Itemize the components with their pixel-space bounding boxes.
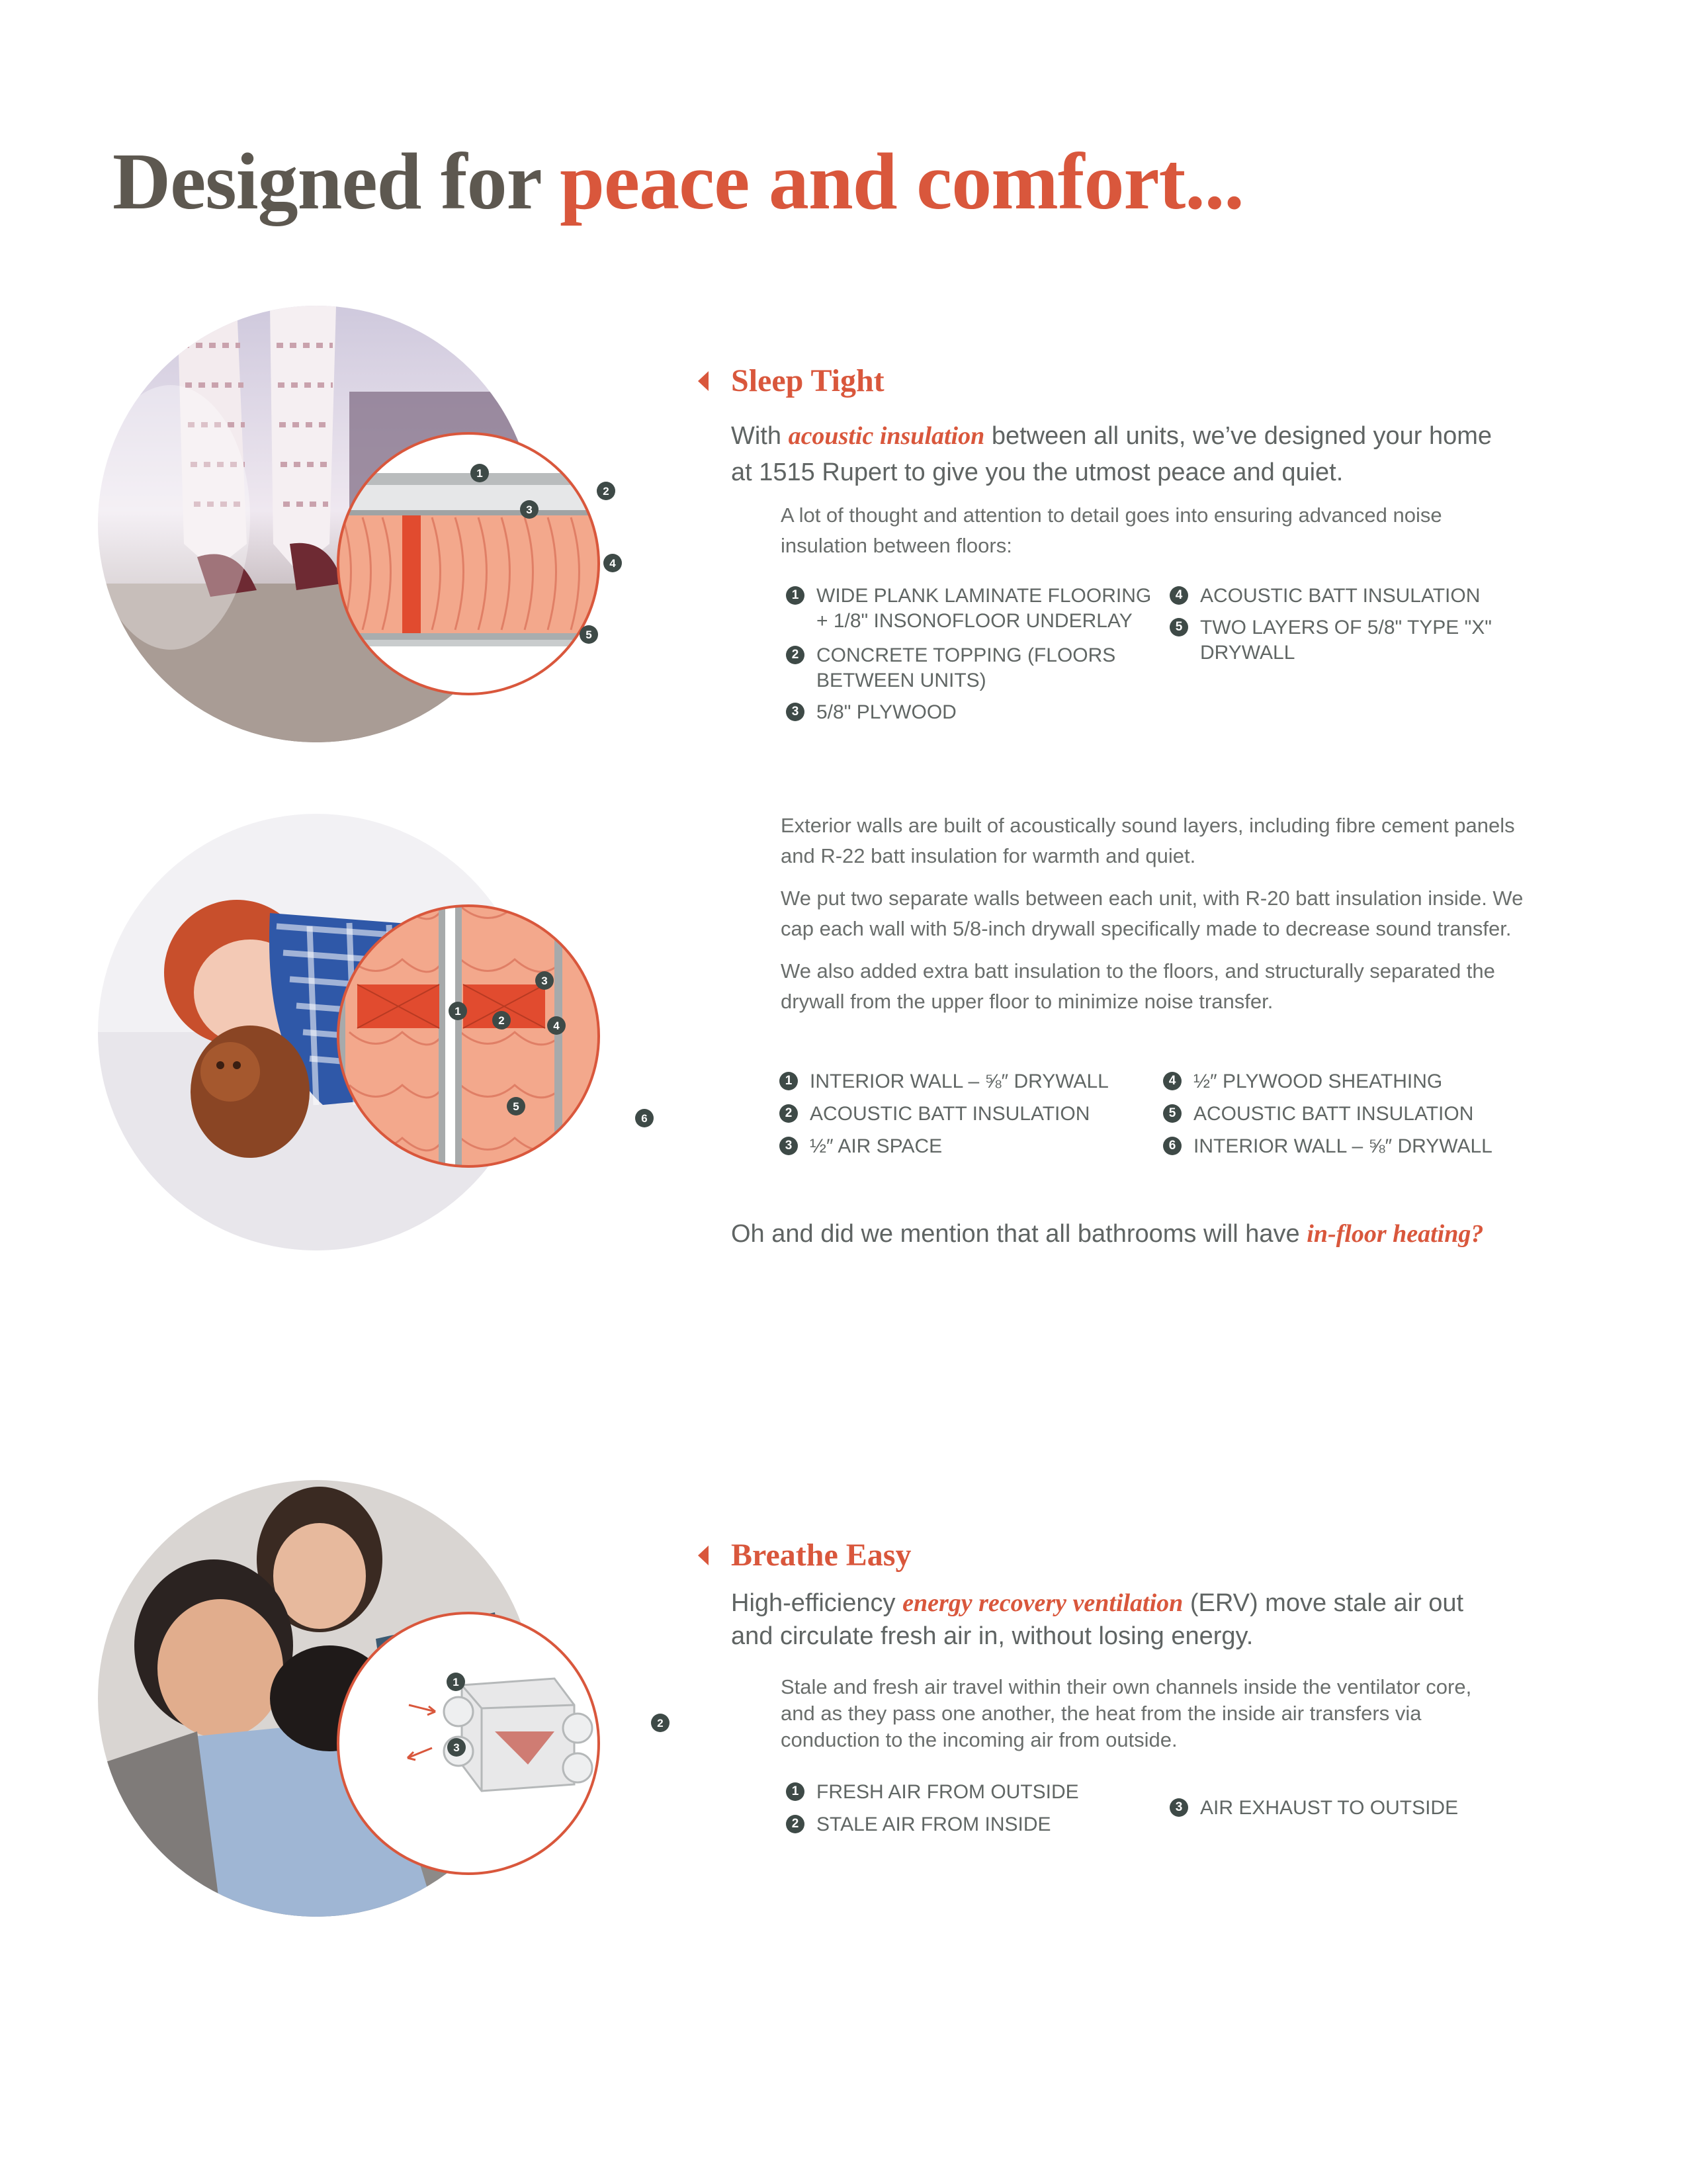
walls-diagram-label: 4	[553, 1020, 560, 1032]
legend-item	[786, 584, 1151, 634]
legend-number: 4	[1170, 586, 1188, 605]
walls-body	[781, 810, 1528, 1029]
legend-item	[1163, 1134, 1492, 1159]
triangle-marker-icon	[698, 1546, 709, 1565]
legend-number: 3	[779, 1137, 798, 1155]
legend-text: TWO LAYERS OF 5/8" TYPE "X" DRYWALL	[1200, 617, 1492, 664]
heating-note	[731, 1217, 1483, 1250]
heating-note-pre: Oh and did we mention that all bathrooms will have	[731, 1220, 1307, 1248]
breathe-diagram-label: 3	[453, 1741, 460, 1754]
legend-text: ½″ AIR SPACE	[810, 1135, 943, 1157]
heating-note-emphasis: in-floor heating?	[1307, 1220, 1484, 1248]
legend-number: 1	[786, 1782, 804, 1801]
legend-text: WIDE PLANK LAMINATE FLOORING + 1/8" INSONOFLOOR UNDERLAY	[816, 585, 1152, 632]
legend-text: ACOUSTIC BATT INSULATION	[1193, 1103, 1474, 1125]
page-title	[112, 136, 1244, 228]
family-photo-with-erv-diagram	[98, 1480, 664, 1937]
legend-number: 2	[786, 646, 804, 664]
legend-text: INTERIOR WALL – ⅝″ DRYWALL	[810, 1070, 1109, 1092]
legend-item	[1163, 1102, 1473, 1127]
toddler-feet-photo-with-floor-diagram	[98, 306, 616, 762]
sleep-intro-post: between all units, we’ve designed your home at 1515 Rupert to give you the utmost peace and quiet.	[731, 422, 1492, 486]
sleep-diagram-label: 5	[585, 629, 592, 641]
legend-number: 2	[779, 1104, 798, 1123]
legend-number: 4	[1163, 1072, 1182, 1090]
walls-diagram-label: 3	[541, 975, 548, 987]
walls-legend	[779, 1069, 1540, 1162]
walls-diagram-label: 1	[454, 1005, 461, 1018]
legend-item	[1170, 584, 1480, 609]
breathe-body-text: Stale and fresh air travel within their own channels inside the ventilator core, and as they pass one another, the heat from the inside air transfers via conduction to the incoming air from outside.	[781, 1675, 1472, 1751]
legend-item	[1170, 615, 1492, 666]
legend-number: 1	[786, 586, 804, 605]
walls-paragraph: We put two separate walls between each unit, with R-20 batt insulation inside. We cap each wall with 5/8-inch drywall specifically made to decrease sound transfer.	[781, 887, 1524, 940]
sleep-intro	[731, 418, 1498, 491]
legend-item	[779, 1102, 1090, 1127]
breathe-body	[781, 1674, 1495, 1765]
legend-item	[786, 1812, 1051, 1837]
sleeping-child-photo-with-wall-diagram	[98, 814, 648, 1270]
legend-text: CONCRETE TOPPING (FLOORS BETWEEN UNITS)	[816, 644, 1116, 691]
legend-number: 2	[786, 1815, 804, 1833]
breathe-intro	[731, 1587, 1485, 1653]
legend-text: ACOUSTIC BATT INSULATION	[810, 1103, 1090, 1125]
walls-paragraph: Exterior walls are built of acoustically sound layers, including fibre cement panels and R-22 batt insulation for warmth and quiet.	[781, 814, 1515, 867]
legend-text: AIR EXHAUST TO OUTSIDE	[1200, 1797, 1459, 1819]
legend-number: 5	[1163, 1104, 1182, 1123]
legend-item	[779, 1134, 942, 1159]
breathe-diagram-label: 2	[657, 1717, 664, 1729]
sleep-heading	[731, 363, 885, 399]
sleep-heading-text: Sleep Tight	[731, 363, 885, 398]
sleep-illustration	[98, 306, 616, 762]
walls-diagram-label: 6	[641, 1112, 648, 1125]
breathe-legend	[786, 1780, 1534, 1853]
sleep-legend	[786, 584, 1534, 729]
breathe-diagram-label: 1	[453, 1676, 459, 1688]
legend-text: STALE AIR FROM INSIDE	[816, 1813, 1051, 1835]
breathe-illustration	[98, 1480, 664, 1937]
legend-text: FRESH AIR FROM OUTSIDE	[816, 1781, 1079, 1803]
title-lead: Designed for	[112, 137, 560, 226]
legend-item	[779, 1069, 1109, 1094]
legend-text: ½″ PLYWOOD SHEATHING	[1193, 1070, 1443, 1092]
legend-item	[1170, 1796, 1458, 1821]
legend-number: 5	[1170, 618, 1188, 636]
sleep-diagram-label: 4	[609, 557, 616, 570]
sleep-intro-emphasis: acoustic insulation	[788, 422, 985, 450]
legend-text: ACOUSTIC BATT INSULATION	[1200, 585, 1481, 607]
legend-text: 5/8" PLYWOOD	[816, 701, 957, 723]
walls-paragraph: We also added extra batt insulation to the floors, and structurally separated the drywall from the upper floor to minimize noise transfer.	[781, 959, 1495, 1013]
title-accent: peace and comfort...	[560, 137, 1244, 226]
legend-item	[786, 643, 1115, 693]
sleep-diagram-label: 2	[603, 485, 609, 498]
breathe-intro-pre: High-efficiency	[731, 1589, 903, 1617]
sleep-body-text: A lot of thought and attention to detail goes into ensuring advanced noise insulation between floors:	[781, 503, 1442, 557]
legend-text: INTERIOR WALL – ⅝″ DRYWALL	[1193, 1135, 1492, 1157]
breathe-intro-post: (ERV) move stale air out and circulate fresh air in, without losing energy.	[731, 1589, 1464, 1650]
walls-diagram-label: 2	[498, 1014, 505, 1027]
sleep-diagram-label: 1	[476, 467, 483, 480]
breathe-heading-text: Breathe Easy	[731, 1538, 912, 1573]
sleep-diagram-label: 3	[526, 503, 533, 516]
legend-number: 3	[1170, 1798, 1188, 1817]
legend-number: 3	[786, 703, 804, 721]
triangle-marker-icon	[698, 371, 709, 391]
legend-item	[1163, 1069, 1442, 1094]
sleep-intro-pre: With	[731, 422, 789, 450]
walls-illustration	[98, 814, 648, 1270]
walls-diagram-label: 5	[513, 1100, 519, 1113]
breathe-heading	[731, 1537, 911, 1573]
legend-item	[786, 700, 957, 725]
sleep-body	[781, 500, 1522, 573]
breathe-intro-emphasis: energy recovery ventilation	[902, 1589, 1184, 1617]
legend-number: 1	[779, 1072, 798, 1090]
legend-number: 6	[1163, 1137, 1182, 1155]
legend-item	[786, 1780, 1079, 1805]
